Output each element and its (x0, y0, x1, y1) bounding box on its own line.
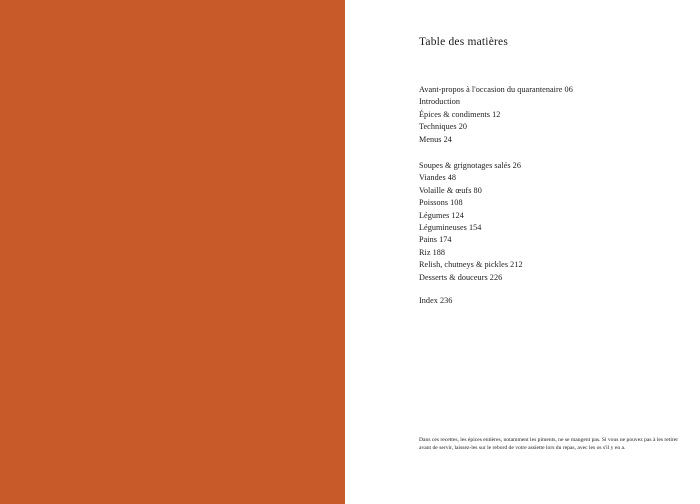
list-item: Volaille & œufs 80 (419, 185, 482, 195)
list-item: Index 236 (419, 296, 453, 305)
list-item: Épices & condiments 12 (419, 109, 501, 119)
list-item: Légumes 124 (419, 210, 464, 220)
footnote-paragraph: Dans ces recettes, les épices entières, notamment les piments, ne se mangent pas. Si vous ne pouvez pas à les retirer avant de servir, laissez-les sur le rebord de votre assiette lors du repas, avec les os s'il y en a. (419, 437, 679, 452)
list-item: Légumineuses 154 (419, 223, 482, 233)
list-item: Viandes 48 (419, 173, 457, 183)
list-item: Poissons 108 (419, 198, 463, 208)
left-page-color-block (0, 0, 345, 504)
list-item: Avant-propos à l'occasion du quarantenaire 06 (419, 85, 573, 94)
toc-back-matter-group (419, 295, 452, 307)
list-item: Relish, chutneys & pickles 212 (419, 260, 523, 270)
list-item: Desserts & douceurs 226 (419, 272, 503, 282)
list-item: Soupes & grignotages salés 26 (419, 161, 521, 170)
toc-chapters-group (419, 160, 523, 284)
toc-front-matter-group (419, 84, 573, 146)
right-page-table-of-contents (345, 0, 700, 504)
list-item: Riz 188 (419, 247, 446, 257)
footnote-text (419, 436, 681, 452)
list-item: Techniques 20 (419, 122, 468, 132)
list-item: Menus 24 (419, 134, 452, 144)
list-item: Pains 174 (419, 235, 452, 245)
page-title: Table des matières (419, 36, 509, 48)
list-item: Introduction (419, 97, 461, 107)
